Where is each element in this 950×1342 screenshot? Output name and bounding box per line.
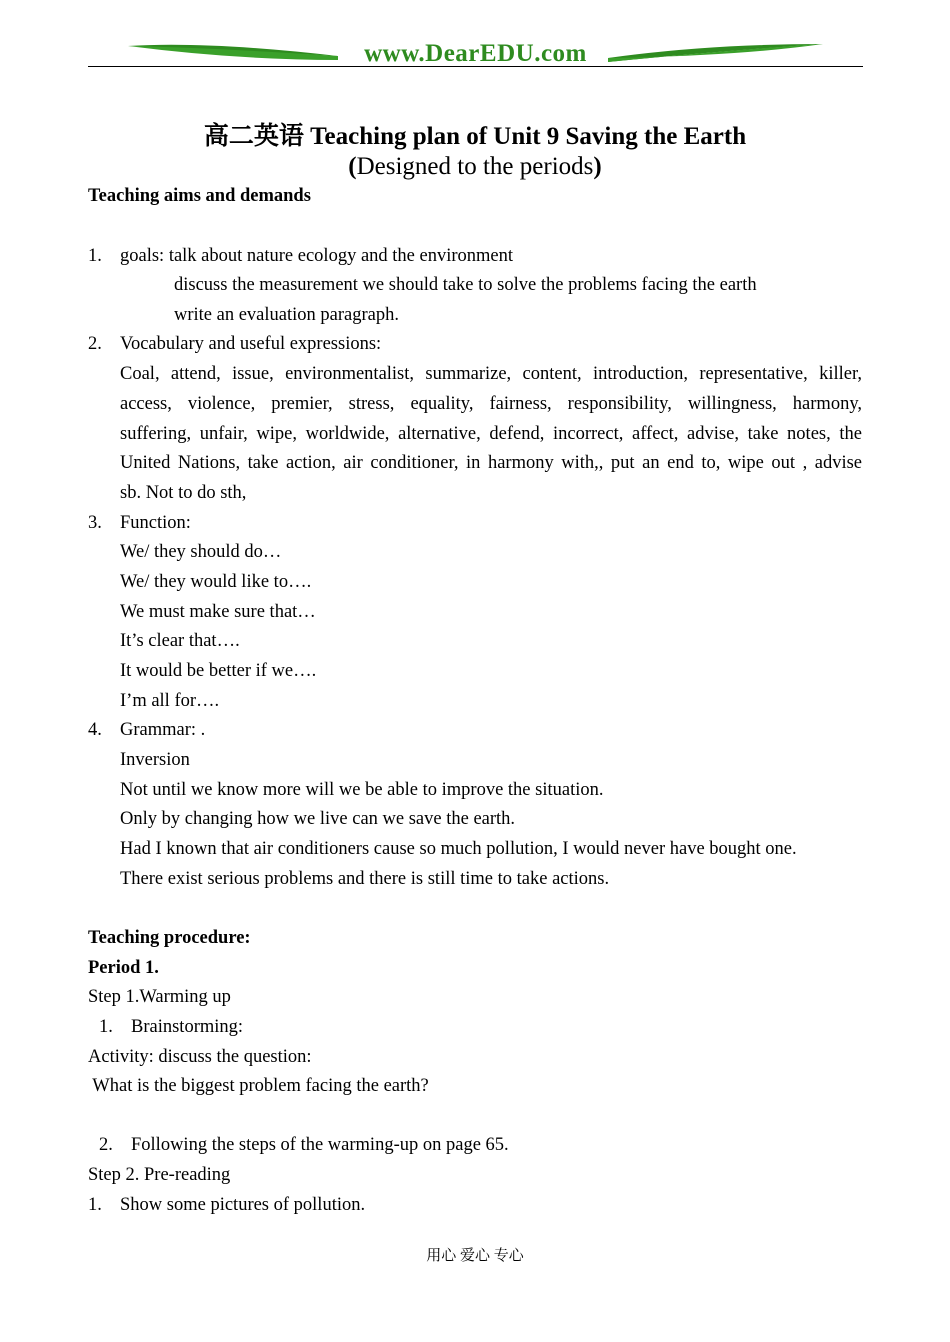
step-heading: Step 1.Warming up <box>88 987 231 1007</box>
list-number: 2. <box>99 1135 113 1155</box>
grammar-line: There exist serious problems and there is still time to take actions. <box>120 869 610 889</box>
function-phrase: We/ they would like to…. <box>120 572 312 592</box>
list-number: 4. <box>88 720 102 740</box>
function-phrase: I’m all for…. <box>120 691 220 711</box>
list-number: 3. <box>88 513 102 533</box>
vocab-line: Coal, attend, issue, environmentalist, summarize, content, introduction, representative, killer, <box>120 364 862 384</box>
vocab-line: access, violence, premier, stress, equality, fairness, responsibility, willingness, harmony, <box>120 394 862 414</box>
paren-open: ( <box>348 153 357 180</box>
vocab-line: sb. Not to do sth, <box>120 483 247 503</box>
vocab-line: suffering, unfair, wipe, worldwide, alternative, defend, incorrect, affect, advise, take notes, the <box>120 424 862 444</box>
goals-sub-line: write an evaluation paragraph. <box>174 305 399 325</box>
grammar-line: Only by changing how we live can we save the earth. <box>120 809 516 829</box>
page-subtitle <box>0 152 950 182</box>
activity-line: Activity: discuss the question: <box>88 1047 312 1067</box>
site-name: www.DearEDU.com <box>364 40 587 67</box>
list-number: 1. <box>99 1017 113 1037</box>
step-heading: Step 2. Pre-reading <box>88 1165 231 1185</box>
list-number: 2. <box>88 334 102 354</box>
subtitle-text: Designed to the periods <box>356 153 594 180</box>
goals-line: goals: talk about nature ecology and the environment <box>120 246 514 266</box>
grammar-line: Inversion <box>120 750 190 770</box>
grammar-label: Grammar: . <box>120 720 206 740</box>
function-label: Function: <box>120 513 191 533</box>
list-number: 1. <box>88 1195 102 1215</box>
grammar-line: Had I known that air conditioners cause so much pollution, I would never have bought one. <box>120 839 797 859</box>
period-heading: Period 1. <box>88 958 159 978</box>
function-phrase: It would be better if we…. <box>120 661 317 681</box>
paren-close: ) <box>593 153 602 180</box>
function-phrase: We must make sure that… <box>120 602 316 622</box>
header-rule <box>88 66 863 67</box>
step-item: Brainstorming: <box>131 1017 244 1037</box>
procedure-heading: Teaching procedure: <box>88 928 251 948</box>
goals-sub-line: discuss the measurement we should take to solve the problems facing the earth <box>174 275 757 295</box>
page-footer: 用心 爱心 专心 <box>426 1248 524 1264</box>
site-header <box>88 38 863 68</box>
step-item: Show some pictures of pollution. <box>120 1195 366 1215</box>
vocab-line: United Nations, take action, air conditioner, in harmony with,, put an end to, wipe out , advise <box>120 453 862 473</box>
function-phrase: It’s clear that…. <box>120 631 240 651</box>
step-item: Following the steps of the warming-up on page 65. <box>131 1135 509 1155</box>
function-phrase: We/ they should do… <box>120 542 282 562</box>
aims-heading: Teaching aims and demands <box>88 186 311 206</box>
page-title: 高二英语 Teaching plan of Unit 9 Saving the Earth <box>203 123 747 150</box>
vocab-label: Vocabulary and useful expressions: <box>120 334 382 354</box>
grammar-line: Not until we know more will we be able to improve the situation. <box>120 780 604 800</box>
list-number: 1. <box>88 246 102 266</box>
question-line: What is the biggest problem facing the earth? <box>88 1076 429 1096</box>
